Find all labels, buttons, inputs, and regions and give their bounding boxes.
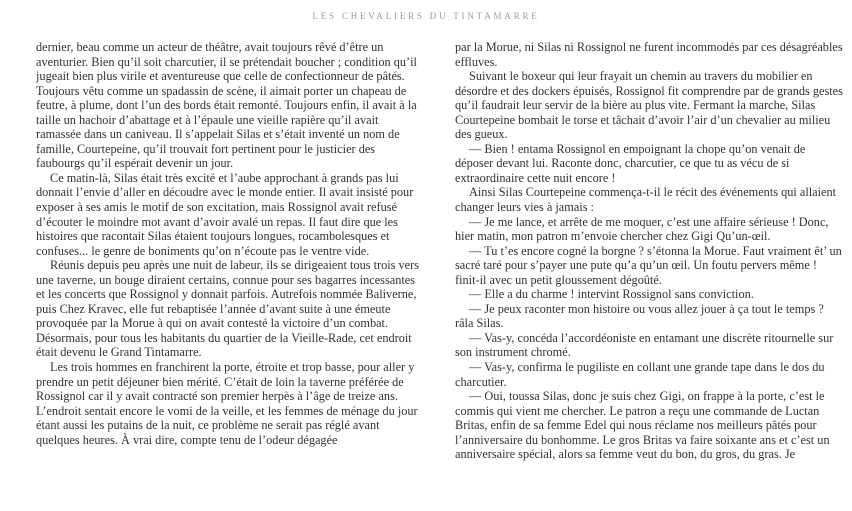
paragraph: Réunis depuis peu après une nuit de labeur, ils se dirigeaient tous trois vers une taverne, un bouge diraient certains, connue pour ses bagarres incessantes et les concerts que Rossignol y donnait parfois. Autrefois nommée Baliverne, puis Chez Kravec, elle fut rebaptisée l’année d’avant suite à une émeute provoquée par la Morue à qui on avait contesté la victoire d’un combat. Désormais, pour tous les habitants du quartier de la Vieille-Rade, cet endroit était devenu le Grand Tintamarre. (36, 258, 420, 360)
paragraph: Suivant le boxeur qui leur frayait un chemin au travers du mobilier en désordre et des dockers épuisés, Rossignol fit comprendre par de grands gestes qu’il faudrait leur servir de la bière au plus vite. Fermant la marche, Silas Courtepeine bombait le torse et tâchait d’avoir l’air d’un chevalier au milieu des gueux. (455, 69, 843, 142)
paragraph: — Tu t’es encore cogné la borgne ? s’étonna la Morue. Faut vraiment êt’ un sacré taré pour s’payer une pute qu’a qu’un œil. Un foutu pervers même ! finit-il avec un petit gloussement dégoûté. (455, 243, 842, 287)
paragraph: dernier, beau comme un acteur de théâtre, avait toujours rêvé d’être un aventurier. Bien qu’il soit charcutier, il se prétendait boucher ; condition qu’il jugeait bien plus virile et aventureuse que celle de confectionneur de pâtés. Toujours vêtu comme un spadassin de scène, il aimait porter un chapeau de feutre, à plume, dont l’un des bords était remonté. Toujours enfin, il avait à la taille un hachoir d’abattage et à l’épaule une vieille rapière qu’il avait ramassée dans un caniveau. Il s’appelait Silas et s’était inventé un nom de famille, Courtepeine, qu’il trouvait fort pertinent pour le justicier des faubourgs qu’il espérait devenir un jour. (36, 40, 417, 171)
paragraph: — Oui, toussa Silas, donc je suis chez Gigi, on frappe à la porte, c’est le commis qui vient me chercher. Le patron a reçu une commande de Luctan Britas, enfin de sa femme Edel qui nous réclame nos meilleurs pâtés pour l’anniversaire du bonhomme. Le gros Britas va faire soixante ans et c’est un anniversaire spécial, alors sa femme veut du bon, du gros, du gras. Je (455, 389, 830, 462)
paragraph: Ce matin-là, Silas était très excité et l’aube approchant à grands pas lui donnait l’envie d’aller en découdre avec le monde entier. Il avait insisté pour exposer à ses amis le motif de son excitation, mais Rossignol avait refusé d’écouter le moindre mot avant d’avoir avalé un repas. Il faut dire que les histoires que racontait Silas étaient toujours longues, rocambolesques et confuses... le genre de boniments qu’on n’écoute pas le ventre vide. (36, 170, 414, 258)
paragraph: Les trois hommes en franchirent la porte, étroite et trop basse, pour aller y prendre un petit déjeuner bien mérité. C’était de loin la taverne préférée de Rossignol car il y avait contracté son premier herpès à l’âge de treize ans. L’endroit sentait encore le vomi de la veille, et les femmes de ménage du jour étant aussi les putains de la nuit, ce problème ne serait pas réglé avant quelques heures. À vrai dire, compte tenu de l’odeur dégagée (36, 360, 418, 447)
paragraph: — Vas-y, confirma le pugiliste en collant une grande tape dans le dos du charcutier. (455, 360, 825, 389)
paragraph: par la Morue, ni Silas ni Rossignol ne furent incommodés par ces désagréables effluves. (455, 40, 843, 69)
running-header-title: LES CHEVALIERS DU TINTAMARRE (312, 11, 540, 21)
paragraph: Ainsi Silas Courtepeine commença-t-il le récit des événements qui allaient changer leurs vies à jamais : (455, 185, 837, 215)
paragraph: — Je me lance, et arrête de me moquer, c’est une affaire sérieuse ! Donc, hier matin, mon patron m’envoie chercher chez Gigi Qu’un-œil. (455, 214, 829, 244)
paragraph: — Elle a du charme ! intervint Rossignol sans conviction. (469, 287, 754, 302)
paragraph: — Je peux raconter mon histoire ou vous allez jouer à ça tout le temps ? râla Silas. (455, 301, 824, 331)
right-column (455, 40, 843, 462)
paragraph: — Bien ! entama Rossignol en empoignant la chope qu’on venait de déposer devant lui. Raconte donc, charcutier, ce que tu as vécu de si extraordinaire cette nuit encore ! (455, 141, 806, 185)
left-column (36, 40, 424, 462)
text-columns (0, 40, 852, 462)
paragraph: — Vas-y, concéda l’accordéoniste en entamant une discrète ritournelle sur son instrument chromé. (455, 330, 834, 360)
